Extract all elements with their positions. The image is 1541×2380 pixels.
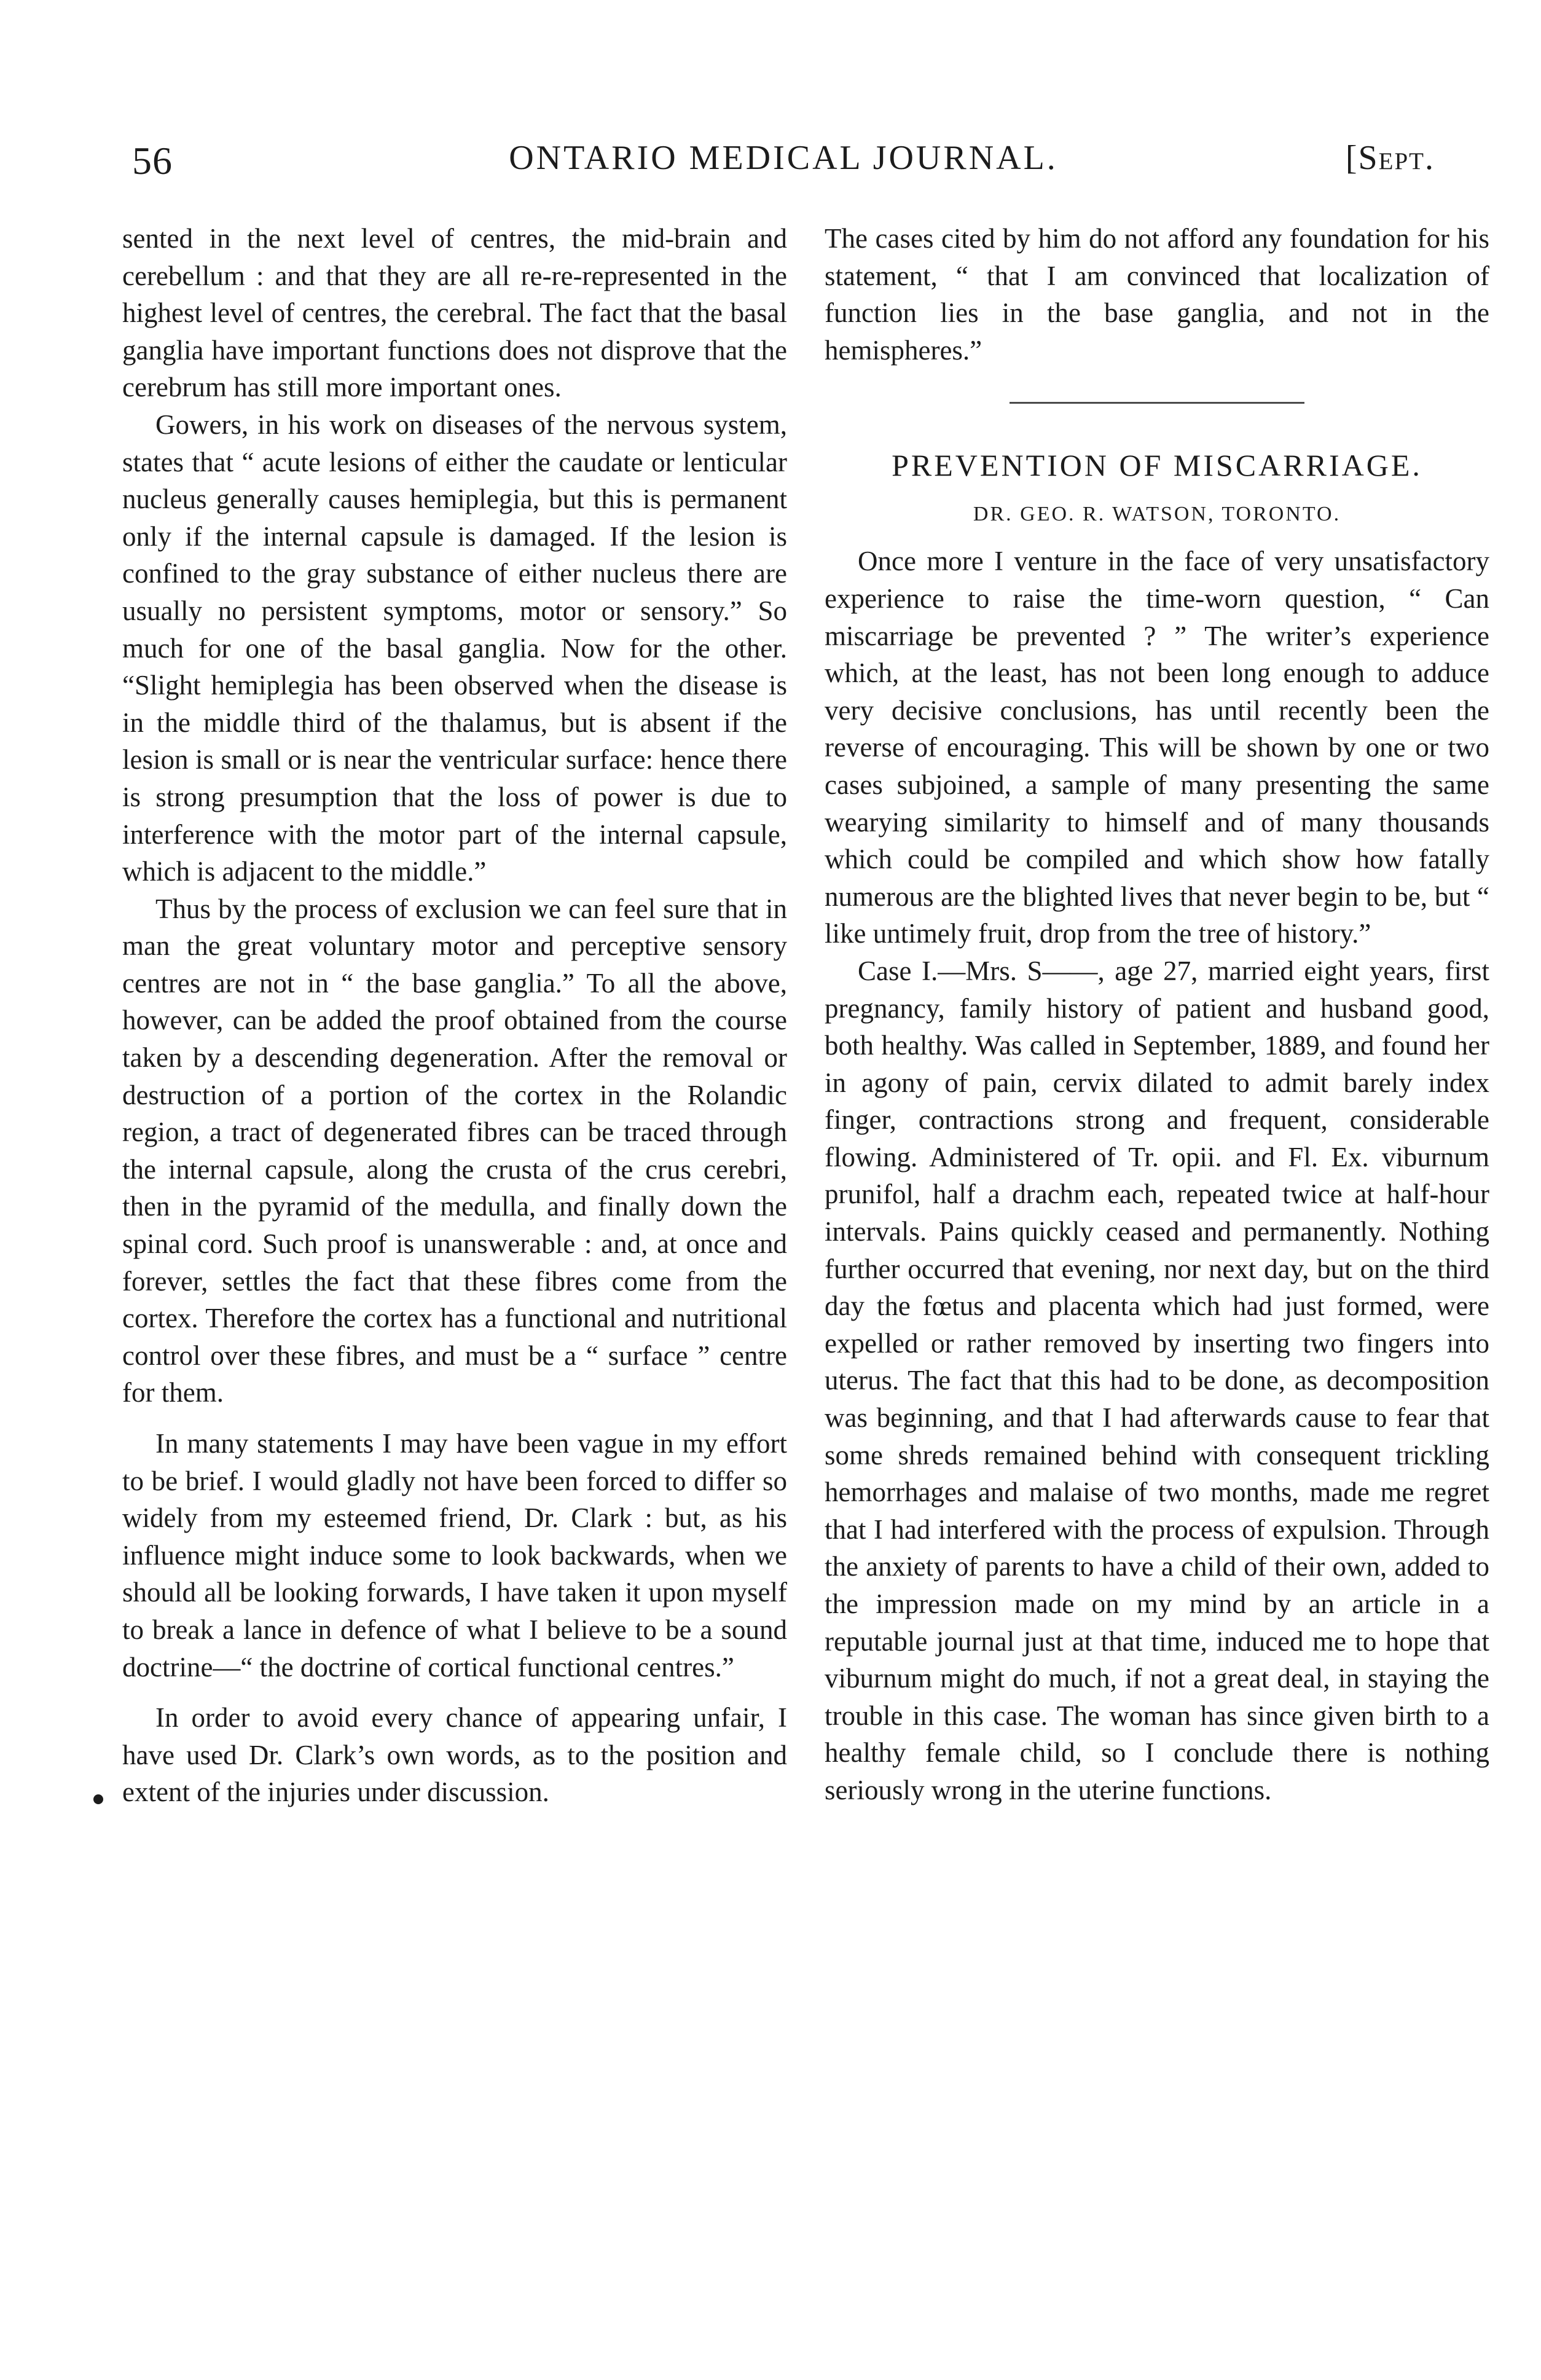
issue-month: [Sept. (1345, 139, 1435, 177)
paragraph: Thus by the process of exclusion we can feel sure that in man the great voluntary motor and perceptive sensory centres are not in “ the base ganglia.” To all the above, however, can be added the proof obtained from the course taken by a descending degeneration. After the removal or destruction of a portion of the cortex in the Rolandic region, a tract of degenerated fibres can be traced through the internal capsule, along the crusta of the crus cerebri, then in the pyramid of the medulla, and finally down the spinal cord. Such proof is unanswerable : and, at once and forever, settles the fact that these fibres come from the cortex. Therefore the cortex has a functional and nutritional control over these fibres, and must be a “ surface ” centre for them. (122, 893, 787, 1408)
left-column (122, 220, 787, 1811)
paragraph: Once more I venture in the face of very unsatisfactory experience to raise the time-worn question, “ Can miscarriage be prevented ? ” The writer’s experience which, at the least, has not been long enough to adduce very decisive conclusions, has until recently been the reverse of encouraging. This will be shown by one or two cases subjoined, a sample of many presenting the same wearying similarity to himself and of many thousands which could be compiled and which show how fatally numerous are the blighted lives that never begin to be, but “ like untimely fruit, drop from the tree of history.” (825, 546, 1489, 949)
journal-title: ONTARIO MEDICAL JOURNAL. (509, 139, 1058, 177)
right-column (825, 220, 1489, 1809)
paragraph: Gowers, in his work on diseases of the nervous system, states that “ acute lesions of either the caudate or lenticular nucleus generally causes hemiplegia, but this is permanent only if the internal capsule is damaged. If the lesion is confined to the gray substance of either nucleus there are usually no persistent symptoms, motor or sensory.” So much for one of the basal ganglia. Now for the other. “Slight hemiplegia has been observed when the disease is in the middle third of the thalamus, but is absent if the lesion is small or is near the ventricular surface: hence there is strong presumption that the loss of power is due to interference with the motor part of the internal capsule, which is adjacent to the middle.” (122, 409, 787, 887)
section-divider (1010, 402, 1304, 404)
article-title: PREVENTION OF MISCARRIAGE. (892, 448, 1422, 483)
paragraph: Case I.—Mrs. S——, age 27, married eight years, first pregnancy, family history of patient and husband good, both healthy. Was called in September, 1889, and found her in agony of pain, cervix dilated to admit barely index finger, contractions strong and frequent, considerable flowing. Administered of Tr. opii. and Fl. Ex. viburnum prunifol, half a drachm each, repeated twice at half-hour intervals. Pains quickly ceased and permanently. Nothing further occurred that evening, nor next day, but on the third day the fœtus and placenta which had just formed, were expelled or rather removed by inserting two fingers into uterus. The fact that this had to be done, as decomposition was beginning, and that I had afterwards cause to fear that some shreds remained behind with consequent trickling hemorrhages and malaise of two months, made me regret that I had interfered with the process of expulsion. Through the anxiety of parents to have a child of their own, added to the impression made on my mind by an article in a reputable journal just at that time, induced me to hope that viburnum might do much, if not a great deal, in staying the trouble in this case. The woman has since given birth to a healthy female child, so I conclude there is nothing seriously wrong in the uterine functions. (825, 955, 1489, 1805)
paragraph: In order to avoid every chance of appearing unfair, I have used Dr. Clark’s own words, as to the position and extent of the injuries under discussion. (122, 1702, 787, 1808)
paragraph: In many statements I may have been vague in my effort to be brief. I would gladly not have been forced to differ so widely from my esteemed friend, Dr. Clark : but, as his influence might induce some to look backwards, when we should all be looking forwards, I have taken it upon myself to break a lance in defence of what I believe to be a sound doctrine—“ the doctrine of cortical functional centres.” (122, 1428, 787, 1683)
page-header (132, 138, 1435, 194)
page-number: 56 (132, 139, 173, 183)
paragraph: sented in the next level of centres, the mid-brain and cerebellum : and that they are all re-re-represented in the highest level of centres, the cerebral. The fact that the basal ganglia have important functions does not disprove that the cerebrum has still more important ones. (122, 223, 787, 403)
continuation-paragraph: The cases cited by him do not afford any foundation for his statement, “ that I am convinced that localization of function lies in the base ganglia, and not in the hemispheres.” (825, 223, 1489, 366)
article-byline: DR. GEO. R. WATSON, TORONTO. (973, 503, 1341, 526)
margin-mark (93, 1794, 103, 1804)
